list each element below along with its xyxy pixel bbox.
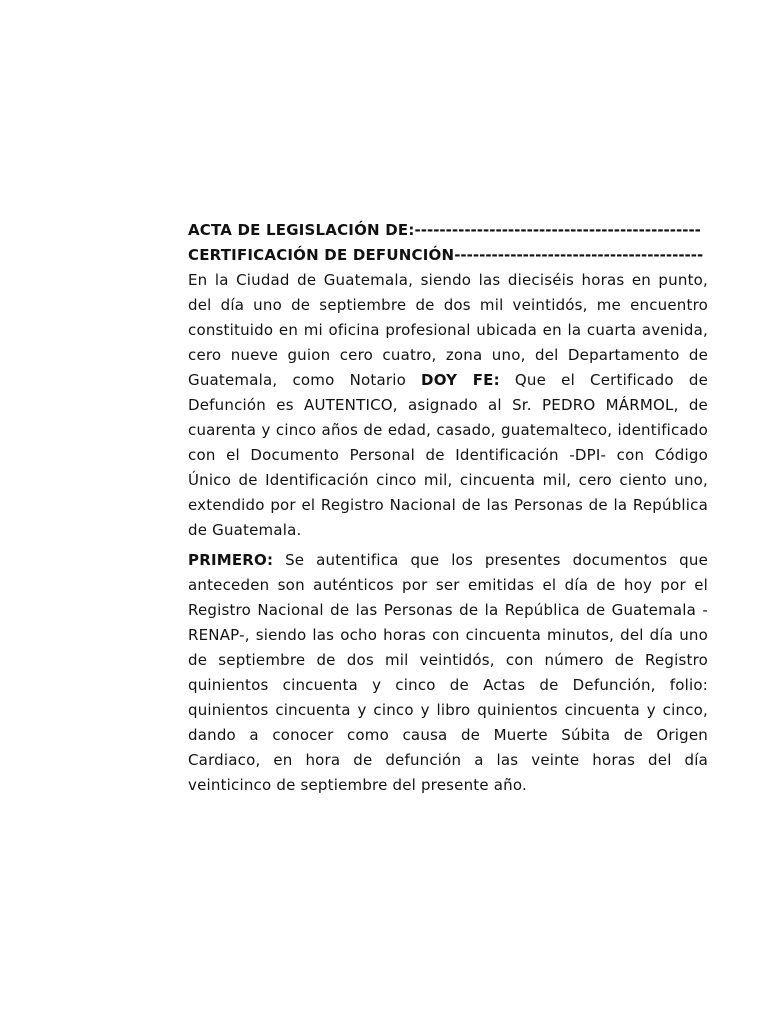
paragraph-primero <box>188 548 708 798</box>
header-title-certificacion: CERTIFICACIÓN DE DEFUNCIÓN <box>188 246 455 264</box>
header-title-acta: ACTA DE LEGISLACIÓN DE: <box>188 221 415 239</box>
paragraph-intro-text-b: Que el Certificado de Defunción es AUTENTICO, asignado al Sr. PEDRO MÁRMOL, de cuarenta y cinco años de edad, casado, guatemalteco, identificado con el Documento Personal de Identificación -DPI- con Código Único de Identificación cinco mil, cincuenta mil, cero ciento uno, extendido por el Registro Nacional de las Personas de la República de Guatemala. <box>188 371 708 539</box>
header-line-2 <box>188 243 708 268</box>
doy-fe-label: DOY FE: <box>421 371 500 389</box>
header-dashes-2: ---------------------------------------- <box>454 246 704 264</box>
document-body <box>188 218 708 803</box>
header-dashes-1: ---------------------------------------------- <box>414 221 701 239</box>
paragraph-intro <box>188 268 708 543</box>
paragraph-intro-text-a: En la Ciudad de Guatemala, siendo las dieciséis horas en punto, del día uno de septiembre de dos mil veintidós, me encuentro constituido en mi oficina profesional ubicada en la cuarta avenida, cero nueve guion cero cuatro, zona uno, del Departamento de Guatemala, como Notario <box>188 271 708 389</box>
paragraph-primero-text: Se autentifica que los presentes documentos que anteceden son auténticos por ser emitidas el día de hoy por el Registro Nacional de las Personas de la República de Guatemala -RENAP-, siendo las ocho horas con cincuenta minutos, del día uno de septiembre de dos mil veintidós, con número de Registro quinientos cincuenta y cinco de Actas de Defunción, folio: quinientos cincuenta y cinco y libro quinientos cincuenta y cinco, dando a conocer como causa de Muerte Súbita de Origen Cardiaco, en hora de defunción a las veinte horas del día veinticinco de septiembre del presente año. <box>188 551 708 794</box>
primero-label: PRIMERO: <box>188 551 274 569</box>
header-line-1 <box>188 218 708 243</box>
